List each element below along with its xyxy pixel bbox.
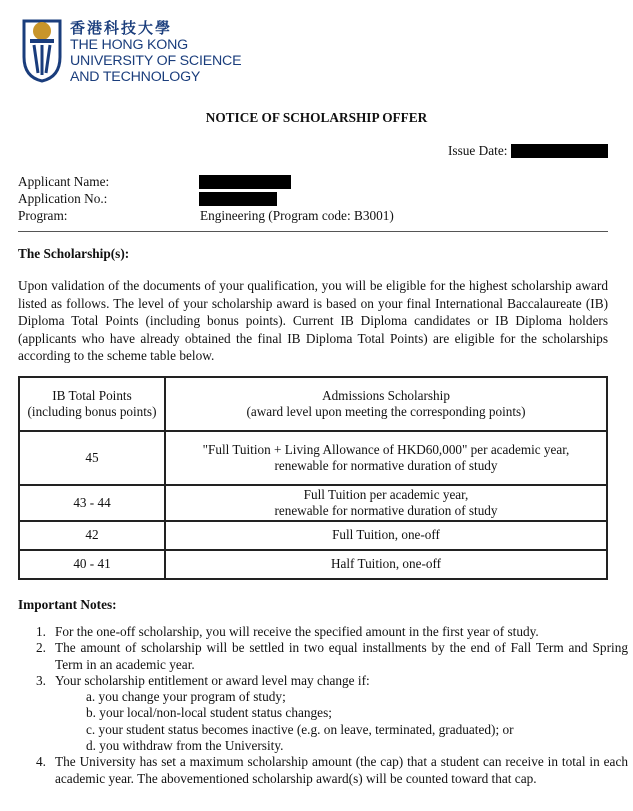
logo-chinese-name: 香港科技大學 [70,19,173,37]
header-admissions-scholarship: Admissions Scholarship (award level upon meeting the corresponding points) [165,377,607,431]
list-item: 3. Your scholarship entitlement or award level may change if: a. you change your program of study; b. your local/non-local student status changes; c. your student status becomes inactive (e.g. on leave, terminated, graduated); or d. you withdraw from the University. [38,673,628,754]
scholarship-paragraph: Upon validation of the documents of your qualification, you will be eligible for the highest scholarship award listed as follows. The level of your scholarship award is based on your final International Baccalaureate (IB) Diploma Total Points (including bonus points). Current IB Diploma candidates or IB Diploma holders (applicants who have already obtained the final IB Diploma Total Points) are eligible for the scholarships according to the scheme table below. [18,278,608,363]
table-row [19,550,607,579]
table-row [19,521,607,550]
program-value: Engineering (Program code: B3001) [200,208,394,223]
logo-english-line-3: AND TECHNOLOGY [70,69,201,85]
scholarship-table [18,376,608,580]
sub-item: c. your student status becomes inactive (e.g. on leave, terminated, graduated); or [86,721,514,737]
table-row [19,485,607,521]
list-item: 2. The amount of scholarship will be settled in two equal installments by the end of Fall Term and Spring Term in an academic year. [36,640,628,672]
applicant-name-redaction [199,175,291,189]
scholarship-heading: The Scholarship(s): [18,246,130,261]
logo-english-line-2: UNIVERSITY OF SCIENCE [70,53,242,69]
table-header-row [19,377,607,431]
issue-date-redaction [511,144,608,158]
award-cell: Half Tuition, one-off [165,550,607,579]
university-logo [20,17,260,87]
applicant-name-label: Applicant Name: [18,174,110,189]
header-ib-points: IB Total Points (including bonus points) [19,377,165,431]
points-cell: 42 [19,521,165,550]
hkust-emblem-icon [20,17,64,83]
important-notes-heading: Important Notes: [18,597,117,612]
points-cell: 40 - 41 [19,550,165,579]
application-no-label: Application No.: [18,191,108,206]
list-item: 1. For the one-off scholarship, you will receive the specified amount in the first year of study. [36,624,539,639]
sub-item: b. your local/non-local student status changes; [86,705,332,721]
document-title: NOTICE OF SCHOLARSHIP OFFER [205,110,428,125]
application-no-redaction [199,192,277,206]
table-row [19,431,607,485]
points-cell: 45 [19,431,165,485]
sub-item: d. you withdraw from the University. [86,738,284,754]
list-item: 4. The University has set a maximum scholarship amount (the cap) that a student can receive in total in each academic year. The abovementioned scholarship award(s) will be counted toward that cap. [36,754,628,786]
important-notes-list [18,624,628,787]
logo-english-line-1: THE HONG KONG [70,37,189,53]
issue-date-label: Issue Date: [448,143,508,158]
section-divider [18,231,608,232]
program-label: Program: [18,208,68,223]
award-cell: Full Tuition per academic year, renewable for normative duration of study [165,485,607,521]
sub-item: a. you change your program of study; [86,689,286,705]
award-cell: Full Tuition, one-off [165,521,607,550]
award-cell: "Full Tuition + Living Allowance of HKD60,000" per academic year, renewable for normative duration of study [165,431,607,485]
points-cell: 43 - 44 [19,485,165,521]
